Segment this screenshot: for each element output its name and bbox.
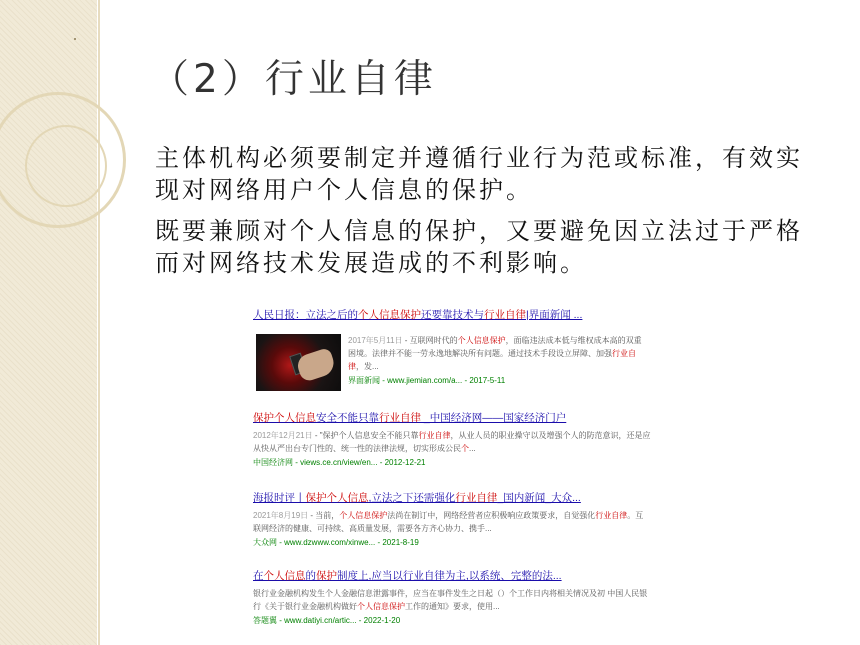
result-url: 中国经济网 - views.ce.cn/view/en... - 2012-12-21	[253, 458, 426, 467]
result-url: 答题翼 - www.datiyi.cn/artic... - 2022-1-20	[253, 616, 401, 625]
result-snippet: 2021年8月19日 - 当前，个人信息保护法尚在制订中，网络经营者应积极响应政策要求，自觉强化行业自律。互联网经济的健康、可持续、高质量发展，需要各方齐心协力、携手...	[253, 511, 644, 533]
paragraph-1: 主体机构必须要制定并遵循行业行为范或标准，有效实现对网络用户个人信息的保护。	[155, 144, 803, 204]
result-url: 界面新闻 - www.jiemian.com/a... - 2017-5-11	[348, 376, 506, 385]
result-title-link[interactable]: 海报时评丨保护个人信息,立法之下还需强化行业自律_国内新闻_大众...	[253, 492, 581, 504]
decorative-ring-inner	[25, 125, 107, 207]
search-results-screenshot	[253, 300, 651, 635]
search-result	[253, 307, 651, 385]
result-thumbnail[interactable]	[256, 334, 341, 391]
decorative-dot	[74, 38, 76, 40]
side-divider	[98, 0, 100, 645]
result-title-link[interactable]: 人民日报：立法之后的个人信息保护还要靠技术与行业自律|界面新闻 ...	[253, 309, 583, 321]
slide-title: （2）行业自律	[150, 57, 437, 102]
result-title-link[interactable]: 保护个人信息安全不能只靠行业自律 _中国经济网——国家经济门户	[253, 412, 567, 424]
result-snippet: 2017年5月11日 - 互联网时代的个人信息保护，面临违法成本低与维权成本高的双重困境。法律并不能一劳永逸地解决所有问题。通过技术手段设立屏障、加强行业自律，发...	[348, 336, 642, 371]
search-result	[253, 410, 651, 468]
result-snippet: 银行业金融机构发生个人金融信息泄露事件，应当在事件发生之日起（）个工作日内将相关情况及初 中国人民银行《关于银行业金融机构做好个人信息保护工作的通知》要求，使用...	[253, 589, 648, 611]
result-url: 大众网 - www.dzwww.com/xinwe... - 2021-8-19	[253, 538, 419, 547]
result-title-link[interactable]: 在个人信息的保护制度上,应当以行业自律为主,以系统、完整的法...	[253, 570, 562, 582]
result-snippet: 2012年12月21日 - "保护个人信息安全不能只靠行业自律，从业人员的职业操守以及增强个人的防范意识，还是应从快从严出台专门性的、统一性的法律法规，切实形成公民个...	[253, 431, 651, 453]
search-result	[253, 490, 651, 548]
hand-image	[295, 347, 337, 383]
paragraph-2: 既要兼顾对个人信息的保护，又要避免因立法过于严格而对网络技术发展造成的不利影响。	[155, 217, 803, 277]
search-result	[253, 568, 651, 626]
